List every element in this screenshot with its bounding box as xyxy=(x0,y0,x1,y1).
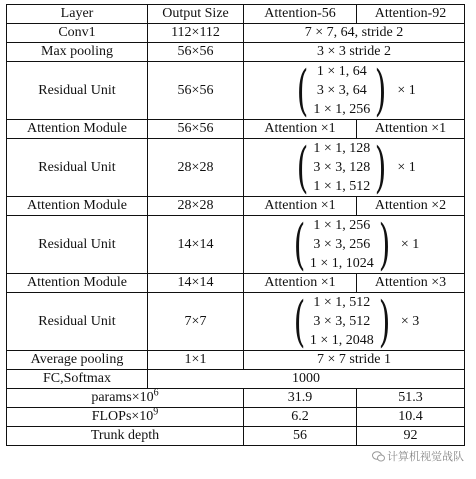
flops-label: $FLOPs\times 10^9$ xyxy=(7,408,244,427)
matrix-cell xyxy=(244,135,465,199)
output-cell: 1×1 xyxy=(148,351,244,370)
output-cell: 28×28 xyxy=(148,139,244,197)
header-layer: Layer xyxy=(7,5,148,24)
header-row xyxy=(7,5,465,24)
matrix-cell xyxy=(244,289,465,353)
params-label: $params\times 10^6$ xyxy=(7,389,244,408)
right-paren: ) xyxy=(374,58,387,122)
attention-56-cell: 31.9 xyxy=(244,389,357,408)
attention-92-cell: Attention ×1 xyxy=(357,120,465,139)
row-attention-2 xyxy=(7,197,465,216)
matrix-row: 1 × 1, 256 xyxy=(313,102,371,117)
matrix-row: 1 × 1, 2048 xyxy=(309,333,374,348)
attention-92-cell: 10.4 xyxy=(357,408,465,427)
attention-92-cell: 51.3 xyxy=(357,389,465,408)
row-depth xyxy=(7,427,465,446)
depth-label: Trunk depth xyxy=(7,427,244,446)
header-attention-56: Attention-56 xyxy=(244,5,357,24)
attention-56-cell: Attention ×1 xyxy=(244,197,357,216)
attention-56-cell: 6.2 xyxy=(244,408,357,427)
matrix-row: 3 × 3, 256 xyxy=(313,237,371,252)
matrix-row: 3 × 3, 128 xyxy=(313,160,371,175)
attention-56-cell: 56 xyxy=(244,427,357,446)
matrix-cell xyxy=(244,212,465,276)
row-avgpool xyxy=(7,351,465,370)
attention-56-cell: Attention ×1 xyxy=(244,120,357,139)
output-cell: 14×14 xyxy=(148,274,244,293)
row-fc xyxy=(7,370,465,389)
output-cell: 56×56 xyxy=(148,120,244,139)
row-residual-1 xyxy=(7,62,465,120)
output-cell: 28×28 xyxy=(148,197,244,216)
layer-cell: Attention Module xyxy=(7,274,148,293)
header-output-size: Output Size xyxy=(148,5,244,24)
multiplier: × 3 xyxy=(400,313,420,329)
attention-56-cell: Attention ×1 xyxy=(244,274,357,293)
matrix-row: 3 × 3, 64 xyxy=(316,83,367,98)
matrix-row: 1 × 1, 512 xyxy=(313,179,371,194)
left-paren: ( xyxy=(297,135,309,199)
matrix-cell xyxy=(244,58,465,122)
layer-cell: FC,Softmax xyxy=(7,370,148,389)
right-paren: ) xyxy=(374,135,387,199)
output-cell: 112×112 xyxy=(148,24,244,43)
matrix-row: 1 × 1, 256 xyxy=(313,218,371,233)
row-residual-3 xyxy=(7,216,465,274)
output-cell: 14×14 xyxy=(148,216,244,274)
matrix-row: 1 × 1, 1024 xyxy=(309,256,374,271)
multiplier: × 1 xyxy=(397,159,416,175)
attention-92-cell: Attention ×2 xyxy=(357,197,465,216)
row-conv1 xyxy=(7,24,465,43)
watermark xyxy=(372,448,464,464)
header-attention-92: Attention-92 xyxy=(357,5,465,24)
spec-cell: 7 × 7 stride 1 xyxy=(244,351,465,370)
wechat-icon xyxy=(372,451,385,462)
architecture-table xyxy=(6,4,465,446)
right-paren: ) xyxy=(378,289,391,353)
layer-cell: Residual Unit xyxy=(7,293,148,351)
left-paren: ( xyxy=(293,289,306,353)
watermark-text: 计算机视觉战队 xyxy=(387,450,464,463)
multiplier: × 1 xyxy=(400,236,420,252)
layer-cell: Attention Module xyxy=(7,197,148,216)
layer-cell: Average pooling xyxy=(7,351,148,370)
attention-92-cell: Attention ×3 xyxy=(357,274,465,293)
row-residual-4 xyxy=(7,293,465,351)
attention-92-cell: 92 xyxy=(357,427,465,446)
row-attention-3 xyxy=(7,274,465,293)
layer-cell: Residual Unit xyxy=(7,216,148,274)
spec-cell: 1000 xyxy=(148,370,465,389)
spec-cell: 3 × 3 stride 2 xyxy=(244,43,465,62)
layer-cell: Residual Unit xyxy=(7,62,148,120)
row-attention-1 xyxy=(7,120,465,139)
row-params xyxy=(7,389,465,408)
layer-cell: Max pooling xyxy=(7,43,148,62)
layer-cell: Conv1 xyxy=(7,24,148,43)
row-flops xyxy=(7,408,465,427)
output-cell: 56×56 xyxy=(148,62,244,120)
left-paren: ( xyxy=(297,58,309,122)
matrix-row: 1 × 1, 512 xyxy=(313,295,371,310)
output-cell: 7×7 xyxy=(148,293,244,351)
matrix-row: 1 × 1, 128 xyxy=(313,141,371,156)
multiplier: × 1 xyxy=(397,82,416,98)
row-maxpool xyxy=(7,43,465,62)
layer-cell: Residual Unit xyxy=(7,139,148,197)
spec-cell: 7 × 7, 64, stride 2 xyxy=(244,24,465,43)
matrix-row: 3 × 3, 512 xyxy=(313,314,371,329)
layer-cell: Attention Module xyxy=(7,120,148,139)
row-residual-2 xyxy=(7,139,465,197)
output-cell: 56×56 xyxy=(148,43,244,62)
matrix-row: 1 × 1, 64 xyxy=(316,64,367,79)
left-paren: ( xyxy=(293,212,306,276)
right-paren: ) xyxy=(378,212,391,276)
